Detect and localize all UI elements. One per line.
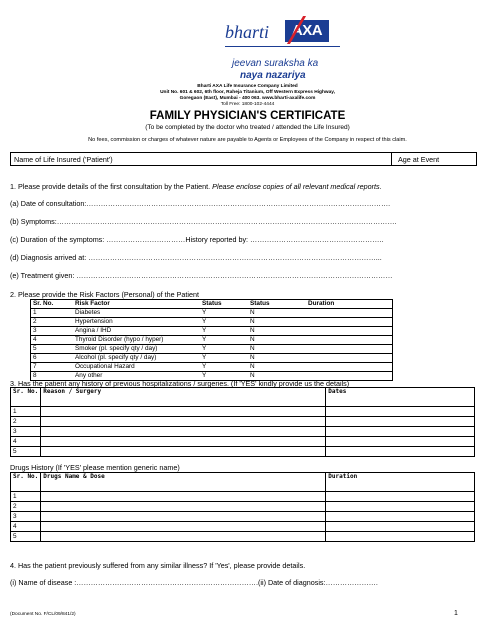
risk-duration[interactable] [306,363,393,372]
drugs-row [11,512,475,522]
name-label: Name of Life Insured ('Patient') [14,154,113,164]
risk-status-n[interactable]: N [248,363,306,372]
risk-row [31,327,393,336]
hosp-row [11,417,475,427]
hosp-entry[interactable] [41,407,326,417]
hosp-extra[interactable] [326,427,475,437]
q1-d-diagnosis[interactable]: (d) Diagnosis arrived at: …………………………………………………………………………………………………………... [10,253,382,262]
risk-status-y[interactable]: Y [200,336,248,345]
hosp-srno: 1 [11,407,41,417]
q1-heading-italic: Please enclose copies of all relevant medical reports. [212,182,382,191]
drugs-entry[interactable] [41,532,326,542]
drugs-srno: 5 [11,532,41,542]
risk-duration[interactable] [306,327,393,336]
drugs-row [11,522,475,532]
risk-srno: 5 [31,345,74,354]
drugs-entry[interactable] [41,512,326,522]
risk-status-y[interactable]: Y [200,309,248,318]
risk-col-status-n: Status [248,300,306,309]
risk-srno: 2 [31,318,74,327]
risk-duration[interactable] [306,354,393,363]
risk-srno: 6 [31,354,74,363]
drugs-col-srno: Sr. No. [11,473,41,492]
risk-row [31,336,393,345]
hosp-col-reason: Reason / Surgery [41,388,326,407]
page-subtitle: (To be completed by the doctor who treated / attended the Life Insured) [145,124,350,131]
q1-a-date-of-consultation[interactable]: (a) Date of consultation:………………………………………………………………………………………………………………. [10,199,391,208]
address-line-2: Goregaon (East), Mumbai - 400 063. www.bharti-axalife.com [179,96,316,101]
risk-status-y[interactable]: Y [200,345,248,354]
address-line-1: Unit No. 601 & 602, 6th floor, Raheja Titanium, Off Western Express Highway, [160,90,335,95]
q2-heading: 2. Please provide the Risk Factors (Personal) of the Patient [10,290,199,299]
risk-srno: 8 [31,372,74,381]
hosp-row [11,427,475,437]
risk-factor: Diabetes [73,309,200,318]
risk-srno: 3 [31,327,74,336]
drugs-extra[interactable] [326,502,475,512]
risk-status-y[interactable]: Y [200,354,248,363]
page-number: 1 [454,610,458,617]
risk-col-status-y: Status [200,300,248,309]
q1-heading [10,182,382,191]
drugs-entry[interactable] [41,522,326,532]
risk-col-duration: Duration [306,300,393,309]
risk-status-n[interactable]: N [248,336,306,345]
risk-factor: Smoker (pl. specify qty / day) [73,345,200,354]
drugs-srno: 2 [11,502,41,512]
drugs-heading: Drugs History (If 'YES' please mention generic name) [10,463,180,472]
hosp-col-srno: Sr. No. [11,388,41,407]
risk-row [31,318,393,327]
risk-col-srno: Sr. No. [31,300,74,309]
risk-col-factor: Risk Factor [73,300,200,309]
no-fees-notice: No fees, commission or charges of whatever nature are payable to Agents or Employees of the Company in respect of this claim. [88,137,407,143]
risk-srno: 4 [31,336,74,345]
drugs-srno: 1 [11,492,41,502]
drugs-col-duration: Duration [326,473,475,492]
risk-status-n[interactable]: N [248,345,306,354]
hosp-entry[interactable] [41,427,326,437]
risk-factor: Hypertension [73,318,200,327]
hosp-header-row [11,388,475,407]
drugs-col-name: Drugs Name & Dose [41,473,326,492]
risk-status-n[interactable]: N [248,354,306,363]
logo-tagline-1: jeevan suraksha ka [232,58,319,69]
risk-row [31,363,393,372]
drugs-srno: 3 [11,512,41,522]
hosp-extra[interactable] [326,407,475,417]
q4-heading: 4. Has the patient previously suffered from any similar illness? If 'Yes', please provide details. [10,561,306,570]
risk-status-n[interactable]: N [248,309,306,318]
drugs-extra[interactable] [326,532,475,542]
company-logo [225,16,340,56]
risk-factor: Angina / IHD [73,327,200,336]
risk-row [31,354,393,363]
risk-header-row [31,300,393,309]
risk-factor: Occupational Hazard [73,363,200,372]
hosp-row [11,447,475,457]
drugs-srno: 4 [11,522,41,532]
logo-tagline-2: naya nazariya [240,70,306,81]
drugs-row [11,532,475,542]
hosp-entry[interactable] [41,437,326,447]
logo-underline [225,46,340,47]
document-number: (Document No. F/CL/09/841/2) [10,612,76,617]
risk-row [31,309,393,318]
hosp-extra[interactable] [326,437,475,447]
drugs-header-row [11,473,475,492]
drugs-extra[interactable] [326,512,475,522]
risk-srno: 1 [31,309,74,318]
q1-b-symptoms[interactable]: (b) Symptoms:……………………………………………………………………………………………………………………………. [10,217,397,226]
risk-status-y[interactable]: Y [200,372,248,381]
drugs-table [10,472,475,542]
risk-factor: Any other [73,372,200,381]
drugs-row [11,502,475,512]
drugs-entry[interactable] [41,502,326,512]
q1-heading-text: 1. Please provide details of the first consultation by the Patient. [10,182,211,191]
risk-status-n[interactable]: N [248,327,306,336]
hosp-srno: 3 [11,427,41,437]
q4-disease-line[interactable]: (i) Name of disease :………………………………………………………………….(ii) Date of diagnosis:…………………. [10,578,378,587]
name-age-box[interactable] [10,152,477,166]
drugs-extra[interactable] [326,522,475,532]
risk-row [31,345,393,354]
drugs-row [11,492,475,502]
hosp-entry[interactable] [41,447,326,457]
risk-status-y[interactable]: Y [200,318,248,327]
risk-duration[interactable] [306,318,393,327]
hosp-row [11,407,475,417]
hosp-extra[interactable] [326,447,475,457]
hosp-srno: 5 [11,447,41,457]
risk-status-y[interactable]: Y [200,363,248,372]
drugs-extra[interactable] [326,492,475,502]
q1-e-treatment[interactable]: (e) Treatment given: …………………………………………………………………………………………………………………… [10,271,393,280]
age-label: Age at Event [398,154,440,164]
page-title: FAMILY PHYSICIAN'S CERTIFICATE [149,110,346,122]
risk-duration[interactable] [306,309,393,318]
logo-axa: AXA [285,20,329,42]
drugs-entry[interactable] [41,492,326,502]
risk-factor-table [30,299,393,381]
hospitalization-table [10,387,475,457]
hosp-extra[interactable] [326,417,475,427]
risk-srno: 7 [31,363,74,372]
risk-status-n[interactable]: N [248,372,306,381]
risk-status-n[interactable]: N [248,318,306,327]
hosp-row [11,437,475,447]
hosp-srno: 2 [11,417,41,427]
risk-status-y[interactable]: Y [200,327,248,336]
name-box-divider [391,153,392,165]
hosp-entry[interactable] [41,417,326,427]
risk-duration[interactable] [306,336,393,345]
hosp-srno: 4 [11,437,41,447]
risk-duration[interactable] [306,345,393,354]
q1-c-duration[interactable]: (c) Duration of the symptoms: ……………………………History reported by: ……………………………………………….. [10,235,384,244]
company-name: Bharti AXA Life Insurance Company Limited [197,84,298,89]
risk-factor: Alcohol (pl. specify qty / day) [73,354,200,363]
q3-heading: 3. Has the patient any history of previous hospitalizations / surgeries. (If 'YES' kindly provide us the details) [10,379,350,388]
toll-free: Toll Free: 1800-102-4444 [220,102,275,107]
hosp-col-dates: Dates [326,388,475,407]
risk-factor: Thyroid Disorder (hypo / hyper) [73,336,200,345]
logo-brand: bharti [225,22,270,42]
